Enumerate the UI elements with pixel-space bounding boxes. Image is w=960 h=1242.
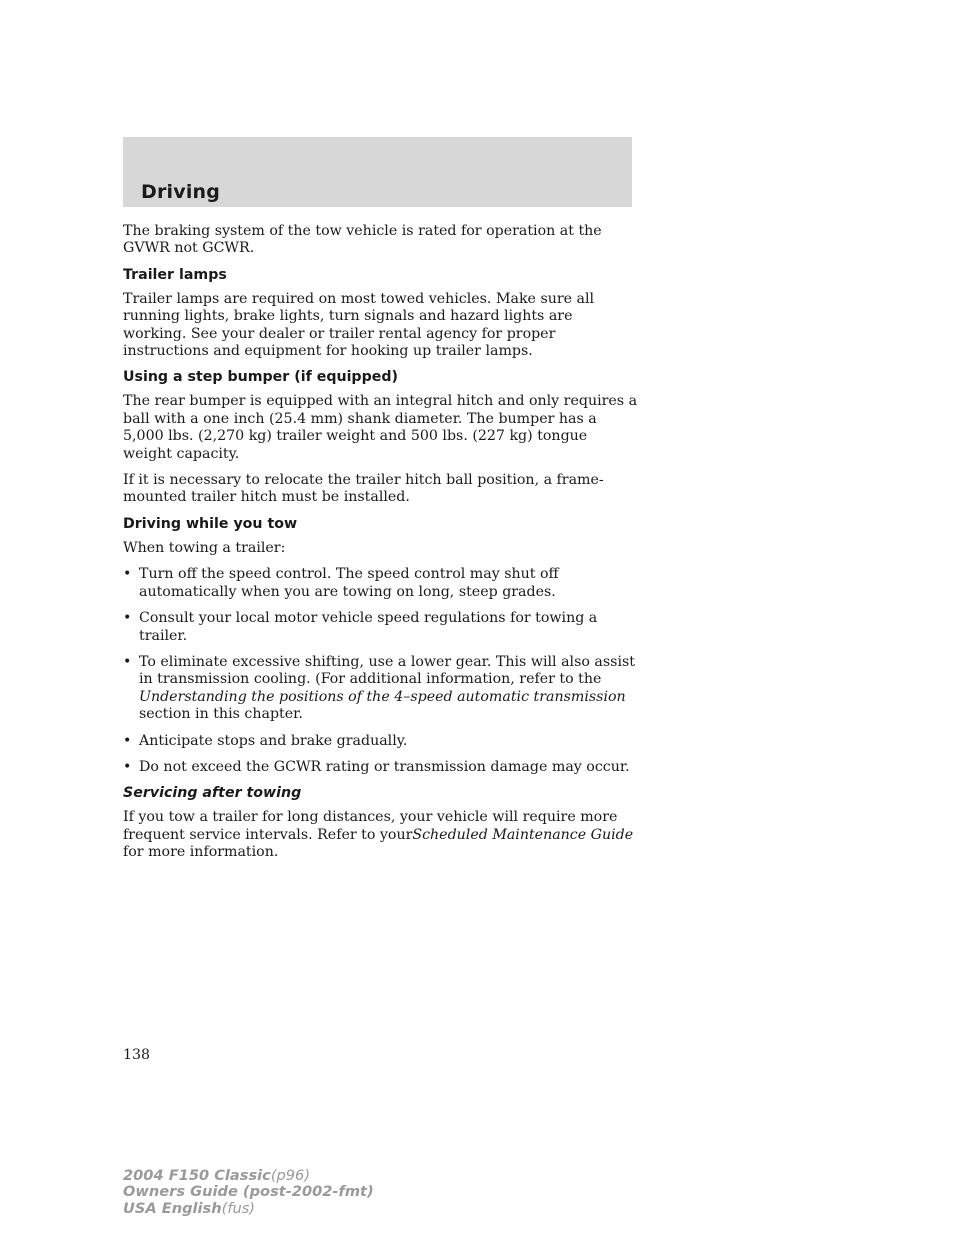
footer-line-1 xyxy=(123,1168,374,1184)
bullet-icon: • xyxy=(123,732,132,749)
document-footer xyxy=(123,1168,374,1217)
list-item xyxy=(123,610,638,645)
bullet-icon: • xyxy=(123,610,132,627)
list-item xyxy=(123,654,638,724)
footer-model: 2004 F150 Classic xyxy=(123,1167,271,1184)
step-bumper-paragraph-1: The rear bumper is equipped with an integral hitch and only requires a ball with a one inch (25.4 mm) shank diameter. The bumper has a 5,000 lbs. (2,270 kg) trailer weight and 500 lbs. (227 kg) tongue weight capacity. xyxy=(123,393,638,462)
section-header-band xyxy=(123,137,632,207)
intro-paragraph: The braking system of the tow vehicle is rated for operation at the GVWR not GCWR. xyxy=(123,223,602,257)
maintenance-guide-reference: Scheduled Maintenance Guide xyxy=(412,826,634,843)
bullet-icon: • xyxy=(123,566,132,583)
driving-tow-heading: Driving while you tow xyxy=(123,515,298,532)
servicing-paragraph xyxy=(123,809,638,861)
step-bumper-paragraph-2: If it is necessary to relocate the trailer hitch ball position, a frame-mounted trailer hitch must be installed. xyxy=(123,472,604,506)
list-item-text: Do not exceed the GCWR rating or transmission damage may occur. xyxy=(139,758,630,775)
footer-guide: Owners Guide (post-2002-fmt) xyxy=(123,1183,374,1201)
list-item-text: Anticipate stops and brake gradually. xyxy=(139,732,408,749)
page-content xyxy=(123,223,638,871)
servicing-heading: Servicing after towing xyxy=(123,785,302,802)
list-item-text: Consult your local motor vehicle speed regulations for towing a trailer. xyxy=(139,610,598,644)
bullet-icon: • xyxy=(123,653,132,670)
list-item xyxy=(123,566,638,601)
list-item xyxy=(123,759,638,776)
footer-line-3 xyxy=(123,1201,374,1217)
footer-line-2 xyxy=(123,1184,374,1200)
list-item-tail: section in this chapter. xyxy=(139,706,303,723)
list-item xyxy=(123,733,638,750)
list-item-text: Turn off the speed control. The speed control may shut off automatically when you are towing on long, steep grades. xyxy=(139,566,559,600)
page-number: 138 xyxy=(123,1047,151,1063)
towing-tips-list xyxy=(123,566,638,776)
trailer-lamps-heading: Trailer lamps xyxy=(123,266,227,283)
footer-model-code: (p96) xyxy=(270,1167,311,1184)
footer-language-code: (fus) xyxy=(221,1199,256,1217)
transmission-reference: Understanding the positions of the 4–speed automatic transmission xyxy=(139,688,626,705)
step-bumper-heading: Using a step bumper (if equipped) xyxy=(123,369,399,386)
list-item-text: To eliminate excessive shifting, use a lower gear. This will also assist in transmission cooling. (For additional information, refer to the xyxy=(139,653,635,688)
section-title: Driving xyxy=(141,181,221,203)
servicing-text: If you tow a trailer for long distances, your vehicle will require more frequent service intervals. Refer to your xyxy=(123,809,618,843)
footer-language: USA English xyxy=(123,1199,222,1217)
servicing-tail: for more information. xyxy=(123,844,279,861)
trailer-lamps-paragraph: Trailer lamps are required on most towed vehicles. Make sure all running lights, brake lights, turn signals and hazard lights are working. See your dealer or trailer rental agency for proper instructions and equipment for hooking up trailer lamps. xyxy=(123,290,595,360)
bullet-icon: • xyxy=(123,758,132,775)
driving-tow-intro: When towing a trailer: xyxy=(123,539,286,556)
